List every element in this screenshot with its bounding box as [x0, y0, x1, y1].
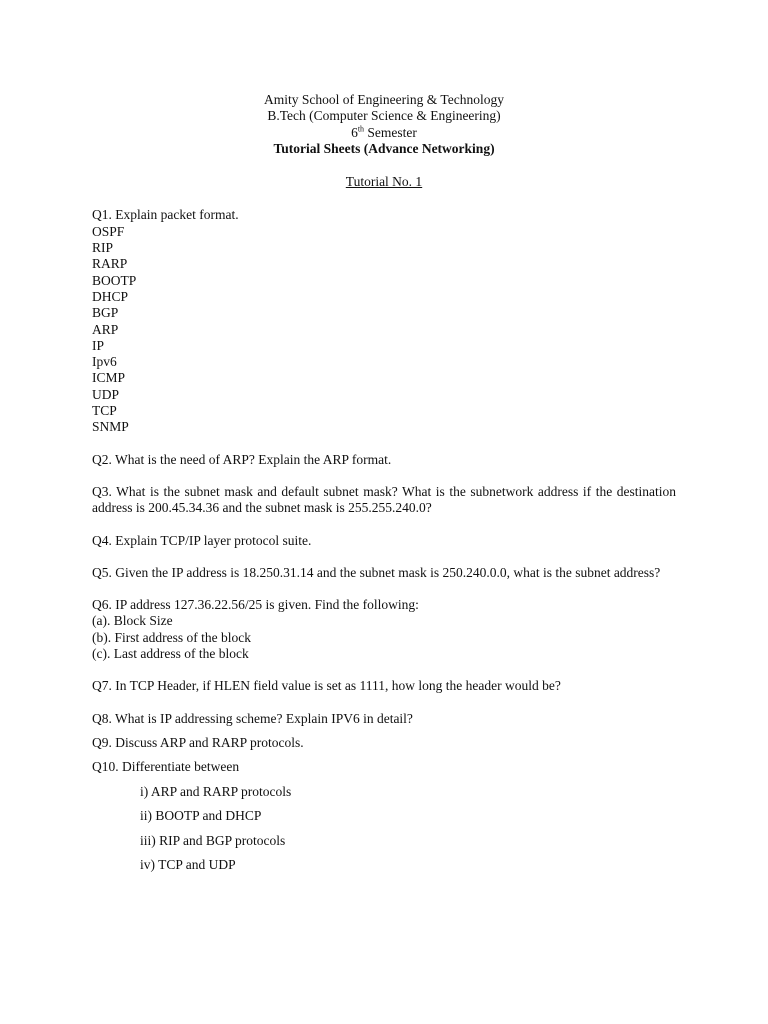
- question-8: Q8. What is IP addressing scheme? Explain IPV6 in detail?: [92, 710, 413, 726]
- q1-item: RARP: [92, 256, 128, 272]
- question-1: Q1. Explain packet format.: [92, 207, 239, 223]
- question-5: Q5. Given the IP address is 18.250.31.14 and the subnet mask is 250.240.0.0, what is the subnet address?: [92, 564, 661, 580]
- q1-item: Ipv6: [92, 354, 117, 370]
- q1-item: UDP: [92, 386, 120, 402]
- q1-item: DHCP: [92, 288, 129, 304]
- question-10: Q10. Differentiate between: [92, 759, 240, 775]
- q1-item: IP: [92, 337, 105, 353]
- q1-item: TCP: [92, 403, 117, 419]
- q1-item: RIP: [92, 240, 114, 256]
- semester-line: [92, 125, 676, 141]
- sheet-title: Tutorial Sheets (Advance Networking): [273, 140, 495, 156]
- question-6: Q6. IP address 127.36.22.56/25 is given. Find the following:: [92, 597, 419, 613]
- question-7: Q7. In TCP Header, if HLEN field value is set as 1111, how long the header would be?: [92, 678, 561, 694]
- semester-number: 6: [351, 124, 358, 140]
- question-9: Q9. Discuss ARP and RARP protocols.: [92, 734, 304, 750]
- q1-item: BGP: [92, 305, 119, 321]
- q10-item: iii) RIP and BGP protocols: [140, 832, 286, 848]
- q10-item: iv) TCP and UDP: [140, 857, 236, 872]
- question-4: Q4. Explain TCP/IP layer protocol suite.: [92, 532, 312, 548]
- question-2: Q2. What is the need of ARP? Explain the ARP format.: [92, 451, 392, 467]
- q1-item: ARP: [92, 321, 119, 337]
- semester-word: Semester: [364, 124, 417, 140]
- q1-item: OSPF: [92, 223, 125, 239]
- q10-item: i) ARP and RARP protocols: [140, 783, 292, 799]
- program-name: B.Tech (Computer Science & Engineering): [267, 108, 501, 124]
- question-3: Q3. What is the subnet mask and default subnet mask? What is the subnetwork address if the destination address is 200.45.34.36 and the subnet mask is 255.255.240.0?: [92, 483, 676, 516]
- document-body: [92, 92, 676, 882]
- q10-item: ii) BOOTP and DHCP: [140, 808, 262, 823]
- tutorial-number: Tutorial No. 1: [345, 174, 423, 190]
- q6-item: (b). First address of the block: [92, 629, 251, 645]
- q6-item: (a). Block Size: [92, 613, 173, 629]
- school-name: Amity School of Engineering & Technology: [264, 92, 504, 107]
- q6-item: (c). Last address of the block: [92, 646, 249, 662]
- semester-suffix: th: [357, 124, 365, 134]
- q1-item: ICMP: [92, 370, 126, 386]
- q1-item: BOOTP: [92, 272, 137, 288]
- q1-item: SNMP: [92, 419, 129, 435]
